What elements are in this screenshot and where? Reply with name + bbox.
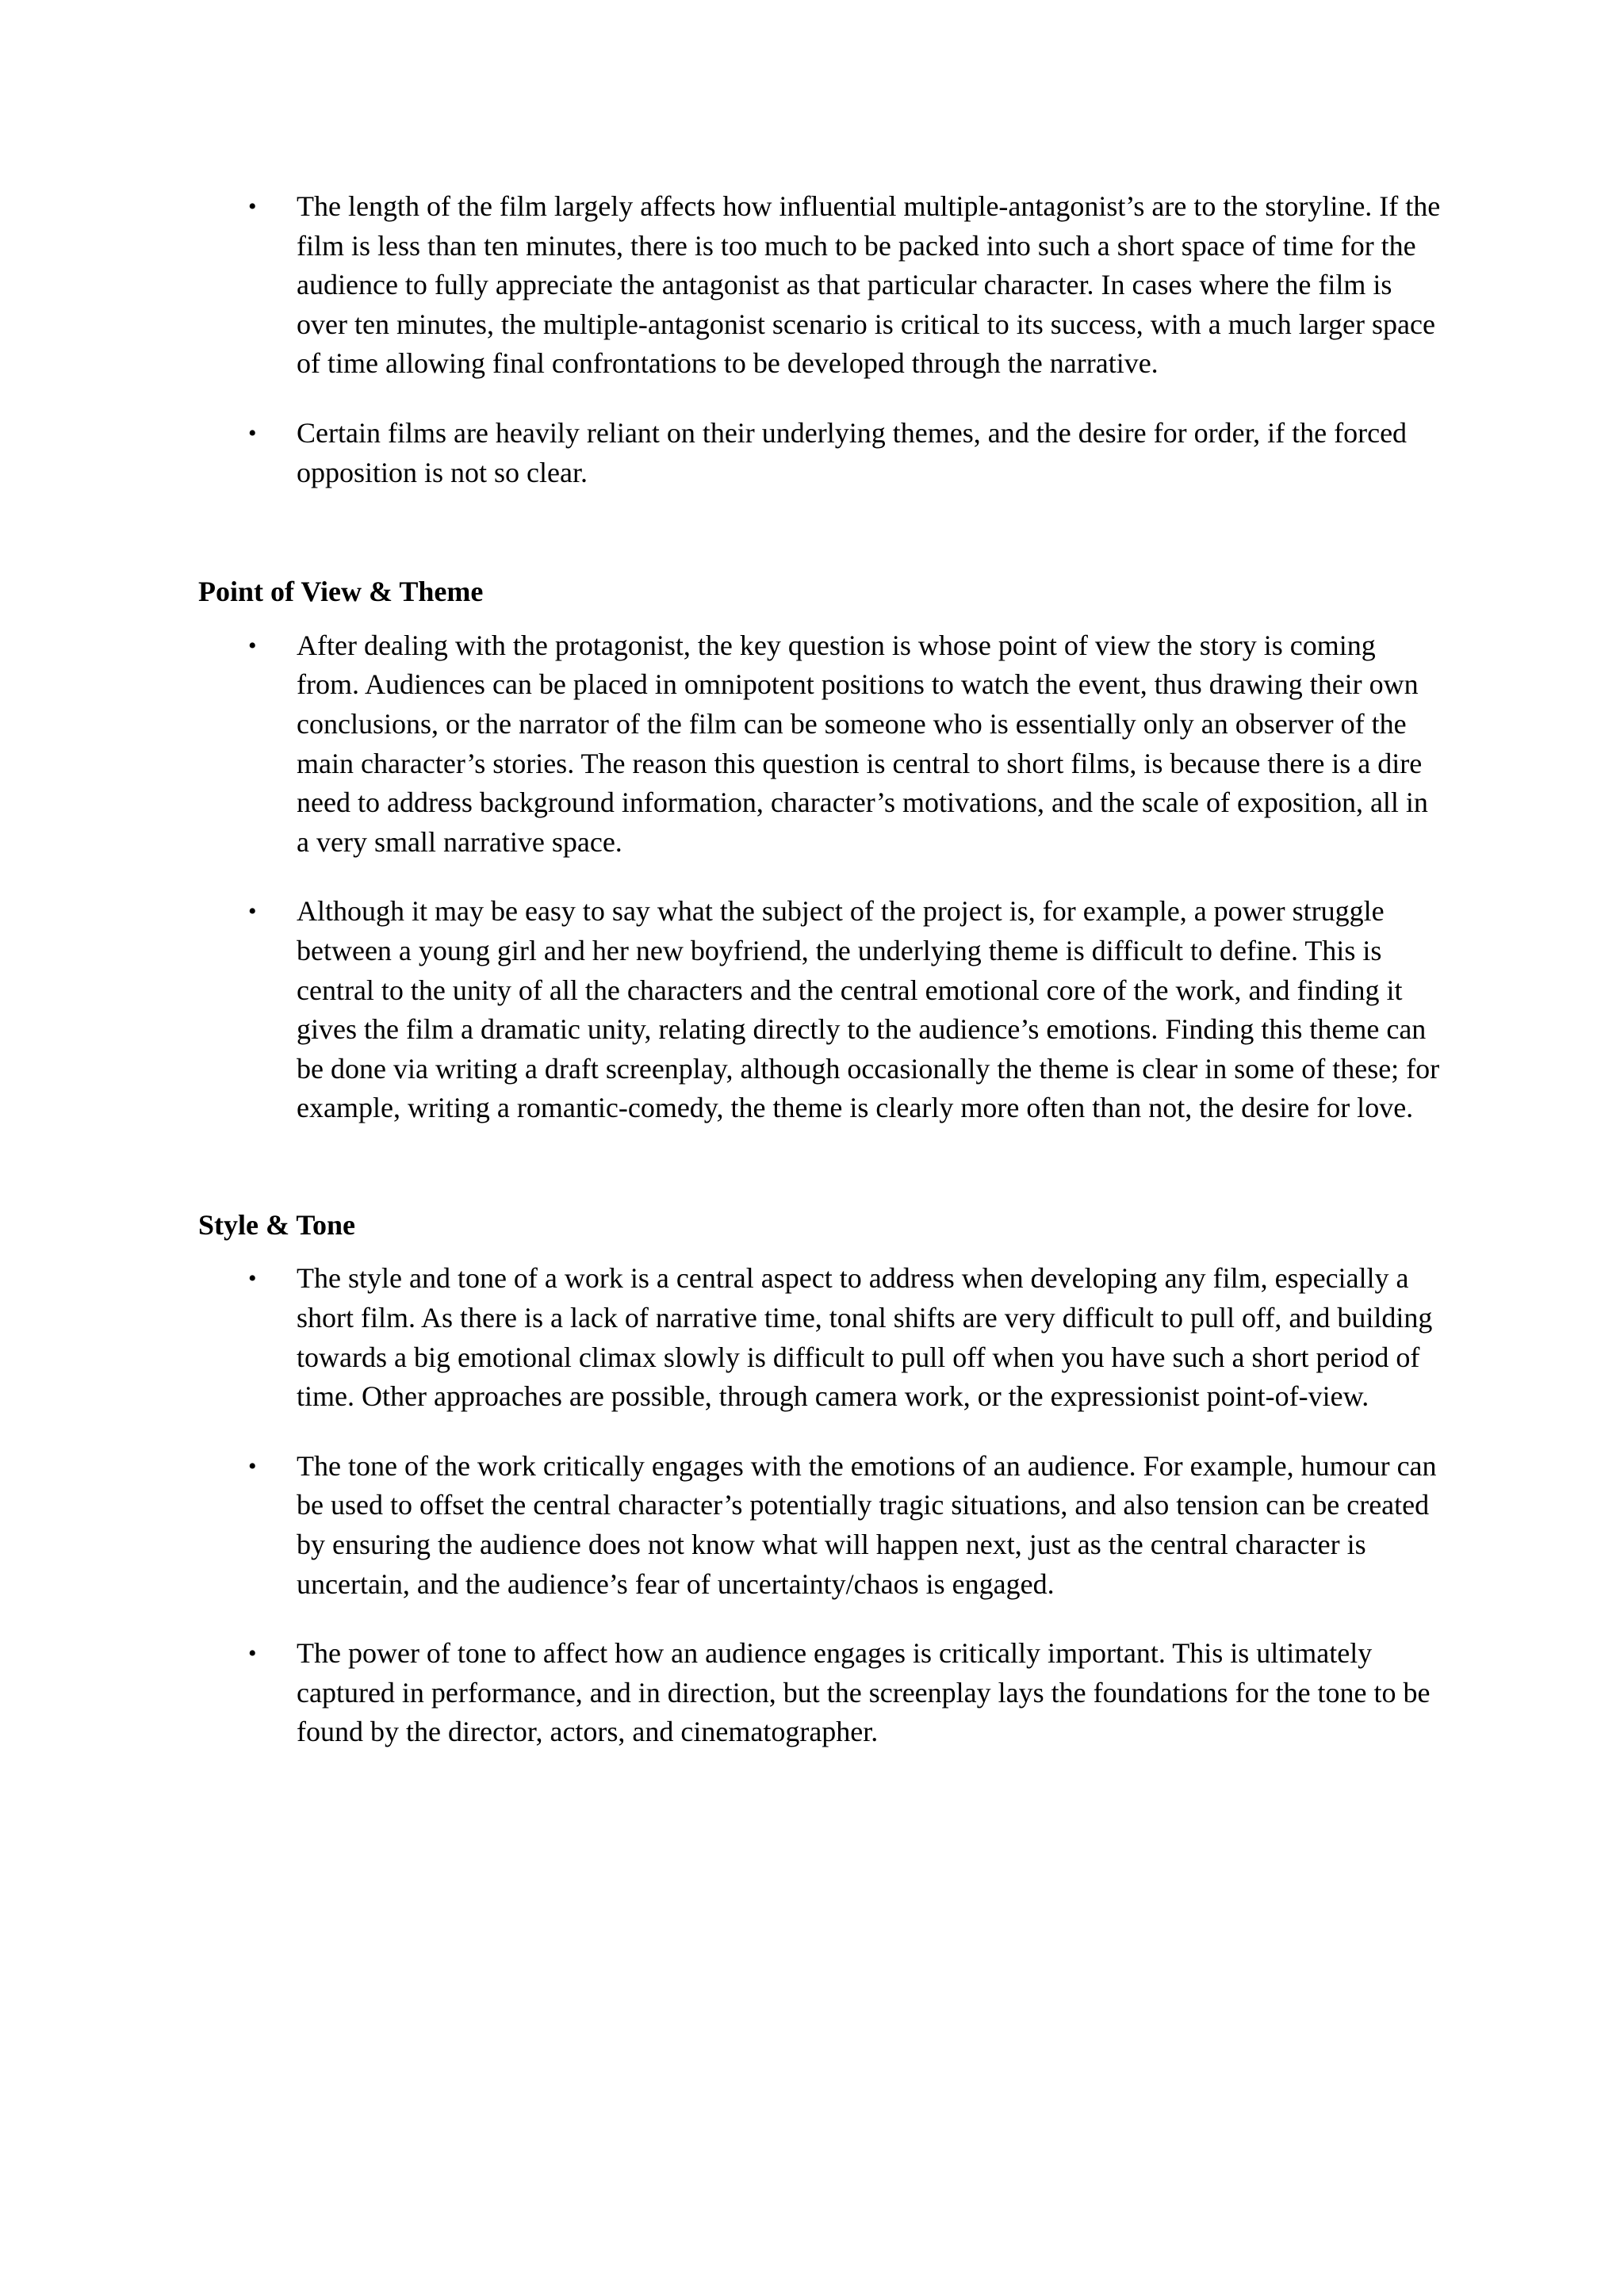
bullet-text: The tone of the work critically engages with the emotions of an audience. For example, humour can be used to offset the central character’s potentially tragic situations, and also tension can be created by ensuring the audience does not know what will happen next, just as the central character is uncertain, and the audience’s fear of uncertainty/chaos is engaged. [297,1449,1437,1600]
bullet-item [198,626,1443,863]
section-heading-point-of-view: Point of View & Theme [198,576,484,608]
bullet-item [198,1634,1443,1752]
bullet-item [198,892,1443,1128]
document-body [198,187,1443,1782]
bullet-icon: • [248,193,257,220]
bullet-item [198,1259,1443,1416]
bullet-icon: • [248,898,257,925]
intro-bullet-list [198,187,1443,492]
bullet-item [198,1447,1443,1604]
bullet-text: Certain films are heavily reliant on their underlying themes, and the desire for order, if the forced opposition is not so clear. [297,416,1408,488]
pov-bullet-list [198,626,1443,1128]
bullet-icon: • [248,632,257,659]
bullet-item [198,414,1443,492]
bullet-item [198,187,1443,384]
section-heading-style-tone: Style & Tone [198,1208,356,1241]
bullet-icon: • [248,1640,257,1667]
bullet-icon: • [248,1265,257,1292]
bullet-icon: • [248,419,257,446]
style-bullet-list [198,1259,1443,1752]
bullet-text: The power of tone to affect how an audience engages is critically important. This is ultimately captured in performance, and in direction, but the screenplay lays the foundations for the tone to be found by the director, actors, and cinematographer. [297,1637,1431,1748]
bullet-icon: • [248,1452,257,1479]
bullet-text: The style and tone of a work is a central aspect to address when developing any film, especially a short film. As there is a lack of narrative time, tonal shifts are very difficult to pull off, and building towards a big emotional climax slowly is difficult to pull off when you have such a short period of time. Other approaches are possible, through camera work, or the expressionist point-of-view. [297,1262,1433,1413]
bullet-text: Although it may be easy to say what the subject of the project is, for example, a power struggle between a young girl and her new boyfriend, the underlying theme is difficult to define. This is central to the unity of all the characters and the central emotional core of the work, and finding it gives the film a dramatic unity, relating directly to the audience’s emotions. Finding this theme can be done via writing a draft screenplay, although occasionally the theme is clear in some of these; for example, writing a romantic-comedy, the theme is clearly more often than not, the desire for love. [297,895,1440,1124]
bullet-text: The length of the film largely affects how influential multiple-antagonist’s are to the storyline. If the film is less than ten minutes, there is too much to be packed into such a short space of time for the audience to fully appreciate the antagonist as that particular character. In cases where the film is over ten minutes, the multiple-antagonist scenario is critical to its success, with a much larger space of time allowing final confrontations to be developed through the narrative. [297,190,1441,380]
bullet-text: After dealing with the protagonist, the key question is whose point of view the story is coming from. Audiences can be placed in omnipotent positions to watch the event, thus drawing their own conclusions, or the narrator of the film can be someone who is essentially only an observer of the main character’s stories. The reason this question is central to short films, is because there is a dire need to address background information, character’s motivations, and the scale of exposition, all in a very small narrative space. [297,629,1428,858]
